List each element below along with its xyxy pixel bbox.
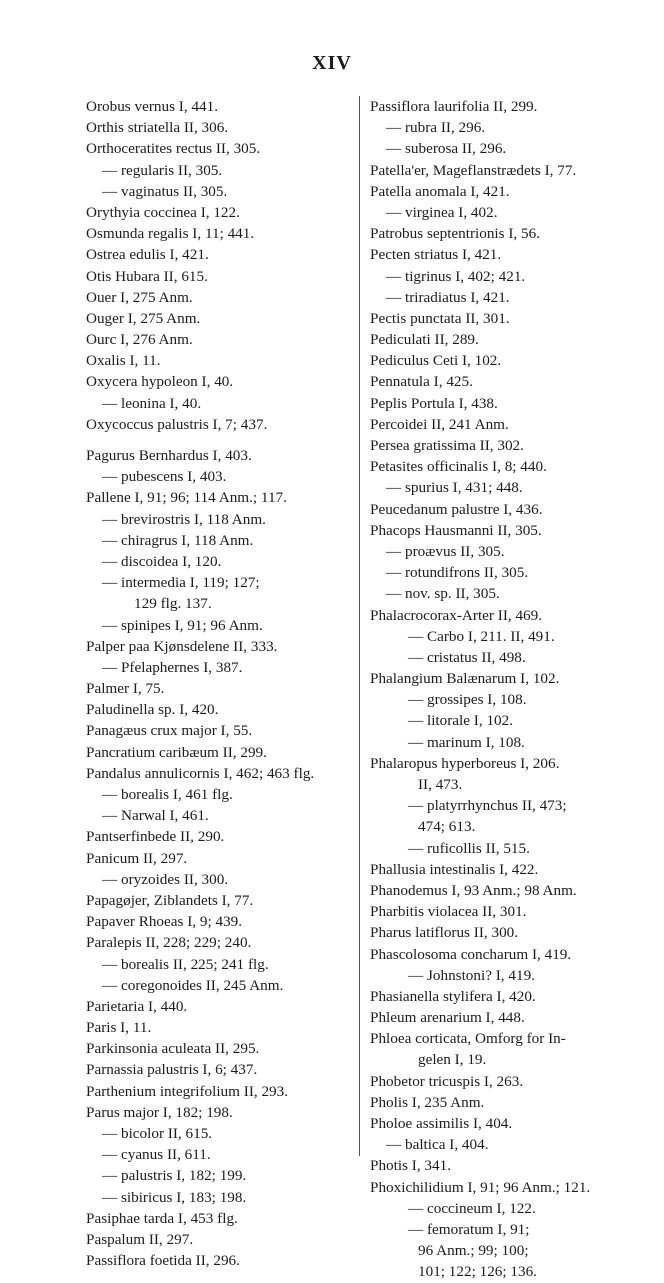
section-gap <box>86 435 348 445</box>
index-entry: Pholoe assimilis I, 404. <box>370 1115 513 1132</box>
index-entry: Phloea corticata, Omforg for In- <box>370 1030 566 1048</box>
index-entry: Persea gratissima II, 302. <box>370 437 524 454</box>
index-entry: Pagurus Bernhardus I, 403. <box>86 447 252 464</box>
index-entry: — platyrrhynchus II, 473; <box>408 797 567 815</box>
index-entry: — intermedia I, 119; 127; <box>102 574 260 592</box>
index-entry: Pholis I, 235 Anm. <box>370 1093 485 1111</box>
index-entry: Pharus latiflorus II, 300. <box>370 924 519 942</box>
index-entry: Panicum II, 297. <box>86 849 188 867</box>
index-entry: 96 Anm.; 99; 100; <box>418 1242 529 1260</box>
index-entry: Phoxichilidium I, 91; 96 Anm.; 121. <box>370 1178 591 1196</box>
index-entry: — spurius I, 431; 448. <box>386 479 523 497</box>
index-entry: — Carbo I, 211. II, 491. <box>408 627 555 645</box>
index-entry: — Pfelaphernes I, 387. <box>102 658 243 676</box>
index-entry: Pantserfinbede II, 290. <box>86 828 225 846</box>
index-entry: — oryzoides II, 300. <box>102 870 229 888</box>
index-entry: Petasites officinalis I, 8; 440. <box>370 458 547 476</box>
index-entry: — palustris I, 182; 199. <box>102 1167 247 1185</box>
index-entry: Patella anomala I, 421. <box>370 182 510 200</box>
index-entry: 474; 613. <box>418 818 476 836</box>
index-entry: Phalacrocorax-Arter II, 469. <box>370 606 543 624</box>
index-entry: — cyanus II, 611. <box>102 1146 211 1164</box>
index-entry: — rotundifrons II, 305. <box>386 564 529 582</box>
index-entry: Oxalis I, 11. <box>86 352 161 370</box>
index-entry: Parthenium integrifolium II, 293. <box>86 1082 289 1100</box>
index-entry: Patella'er, Mageflanstrædets I, 77. <box>370 161 577 179</box>
index-entry: — cristatus II, 498. <box>408 648 526 666</box>
index-entry: — pubescens I, 403. <box>102 468 227 486</box>
index-entry: Osmunda regalis I, 11; 441. <box>86 225 255 243</box>
index-entry: — coregonoides II, 245 Anm. <box>102 976 284 994</box>
index-entry: — tigrinus I, 402; 421. <box>386 267 526 285</box>
index-entry: — leonina I, 40. <box>102 394 202 412</box>
index-entry: — ruficollis II, 515. <box>408 839 530 857</box>
index-entry: — baltica I, 404. <box>386 1136 489 1154</box>
index-entry: Phleum arenarium I, 448. <box>370 1009 525 1027</box>
index-entry: Patrobus septentrionis I, 56. <box>370 225 540 243</box>
index-entry: Papaver Rhoeas I, 9; 439. <box>86 913 243 931</box>
index-entry: Pectis punctata II, 301. <box>370 309 510 327</box>
index-entry: — vaginatus II, 305. <box>102 182 228 200</box>
index-entry: Orthoceratites rectus II, 305. <box>86 140 261 158</box>
index-entry: — Narwal I, 461. <box>102 807 209 825</box>
index-entry: Pennatula I, 425. <box>370 373 473 391</box>
index-entry: — litorale I, 102. <box>408 712 514 730</box>
index-entry: 101; 122; 126; 136. <box>418 1263 537 1281</box>
index-entry: Parus major I, 182; 198. <box>86 1103 233 1121</box>
index-entry: — discoidea I, 120. <box>102 552 222 570</box>
index-entry: Peplis Portula I, 438. <box>370 394 498 412</box>
index-entry: — chiragrus I, 118 Anm. <box>102 531 254 549</box>
index-entry: Oxycoccus palustris I, 7; 437. <box>86 415 268 433</box>
index-entry: Papagøjer, Ziblandets I, 77. <box>86 891 254 909</box>
index-entry: Phobetor tricuspis I, 263. <box>370 1072 524 1090</box>
index-entry: — spinipes I, 91; 96 Anm. <box>102 616 263 634</box>
index-entry: Ouger I, 275 Anm. <box>86 309 201 327</box>
index-entry: Phasianella stylifera I, 420. <box>370 987 536 1005</box>
index-entry: Paris I, 11. <box>86 1019 152 1037</box>
index-entry: — triradiatus I, 421. <box>386 288 510 306</box>
index-entry: Ouer I, 275 Anm. <box>86 288 193 306</box>
index-entry: Photis I, 341. <box>370 1157 452 1175</box>
index-entry: Pediculati II, 289. <box>370 331 479 349</box>
index-entry: — sibiricus I, 183; 198. <box>102 1188 247 1206</box>
index-entry: — nov. sp. II, 305. <box>386 585 500 603</box>
index-entry: Oxycera hypoleon I, 40. <box>86 373 234 391</box>
index-entry: — borealis II, 225; 241 flg. <box>102 955 269 973</box>
index-entry: — brevirostris I, 118 Anm. <box>102 510 266 528</box>
index-entry: Ostrea edulis I, 421. <box>86 246 209 264</box>
index-entry: — suberosa II, 296. <box>386 140 507 158</box>
index-entry: Phalangium Balænarum I, 102. <box>370 670 560 688</box>
index-entry: — grossipes I, 108. <box>408 691 527 709</box>
index-entry: Paspalum II, 297. <box>86 1230 194 1248</box>
index-entry: Parnassia palustris I, 6; 437. <box>86 1061 258 1079</box>
index-entry: Otis Hubara II, 615. <box>86 267 208 285</box>
index-entry: — Johnstoni? I, 419. <box>408 966 535 984</box>
index-entry: Palper paa Kjønsdelene II, 333. <box>86 637 278 655</box>
index-column-left <box>86 96 348 1271</box>
index-entry: — femoratum I, 91; <box>408 1220 530 1238</box>
index-entry: — coccineum I, 122. <box>408 1199 536 1217</box>
index-entry: Phalaropus hyperboreus I, 206. <box>370 754 560 772</box>
index-entry: Orythyia coccinea I, 122. <box>86 203 240 221</box>
index-entry: — borealis I, 461 flg. <box>102 786 233 803</box>
index-entry: Orobus vernus I, 441. <box>86 98 219 115</box>
index-entry: — proævus II, 305. <box>386 542 505 560</box>
index-entry: Paludinella sp. I, 420. <box>86 701 219 719</box>
index-entry: Passiflora laurifolia II, 299. <box>370 98 538 115</box>
index-entry: gelen I, 19. <box>418 1051 487 1069</box>
index-entry: Phascolosoma concharum I, 419. <box>370 945 572 963</box>
index-entry: — marinum I, 108. <box>408 733 525 751</box>
index-entry: Parkinsonia aculeata II, 295. <box>86 1040 260 1058</box>
index-entry: Pasiphae tarda I, 453 flg. <box>86 1209 238 1227</box>
index-entry: Parietaria I, 440. <box>86 997 188 1015</box>
index-entry: Panagæus crux major I, 55. <box>86 722 253 740</box>
index-entry: Orthis striatella II, 306. <box>86 119 229 137</box>
page-number: XIV <box>312 52 352 74</box>
index-entry: Peucedanum palustre I, 436. <box>370 500 543 518</box>
index-entry: — bicolor II, 615. <box>102 1125 213 1142</box>
index-entry: — rubra II, 296. <box>386 119 486 137</box>
index-entry: Pecten striatus I, 421. <box>370 246 502 264</box>
index-entry: Passiflora foetida II, 296. <box>86 1252 240 1270</box>
index-entry: Palmer I, 75. <box>86 680 165 698</box>
index-entry: Ourc I, 276 Anm. <box>86 331 193 349</box>
index-entry: Phallusia intestinalis I, 422. <box>370 860 539 878</box>
index-entry: — virginea I, 402. <box>386 203 498 221</box>
index-entry: Pancratium caribæum II, 299. <box>86 743 267 761</box>
index-entry: Percoidei II, 241 Anm. <box>370 415 509 433</box>
index-column-right <box>370 96 642 1283</box>
index-entry: — regularis II, 305. <box>102 161 223 179</box>
index-entry: Phanodemus I, 93 Anm.; 98 Anm. <box>370 881 577 899</box>
index-entry: Pharbitis violacea II, 301. <box>370 903 527 921</box>
index-entry: Pandalus annulicornis I, 462; 463 flg. <box>86 764 315 782</box>
index-entry: Paralepis II, 228; 229; 240. <box>86 934 252 952</box>
index-entry: II, 473. <box>418 776 463 793</box>
index-entry: Pallene I, 91; 96; 114 Anm.; 117. <box>86 489 287 507</box>
index-entry: Pediculus Ceti I, 102. <box>370 352 502 370</box>
index-entry: Phacops Hausmanni II, 305. <box>370 521 542 539</box>
index-entry: 129 flg. 137. <box>134 595 212 613</box>
column-divider <box>359 96 360 1156</box>
